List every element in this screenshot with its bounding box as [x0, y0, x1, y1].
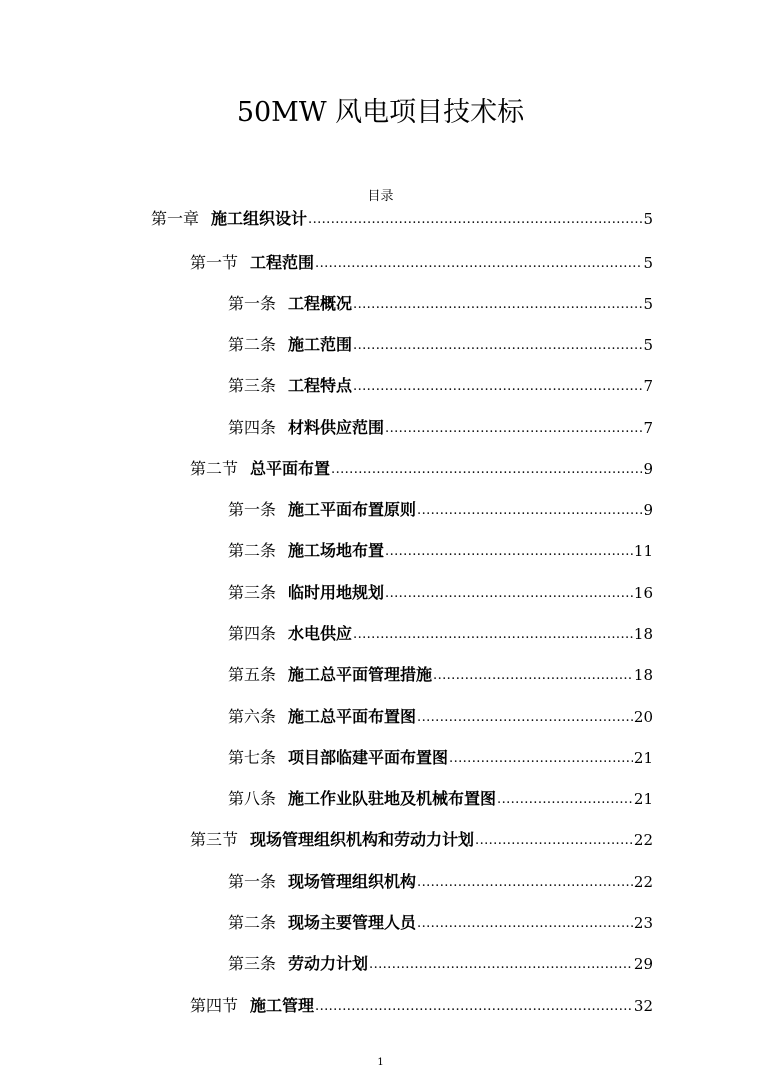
- toc-entry-page: 18: [633, 625, 653, 643]
- toc-entry[interactable]: [228, 745, 653, 769]
- toc-entry-title: 施工总平面布置图: [288, 707, 417, 726]
- dot-leader: [417, 708, 633, 728]
- toc-entry[interactable]: [151, 206, 653, 230]
- toc-entry-title: 工程概况: [288, 294, 353, 313]
- toc-entry-number: 第五条: [228, 665, 277, 684]
- toc-entry-title: 工程范围: [250, 253, 315, 272]
- dot-leader: [331, 460, 642, 480]
- toc-entry-page: 11: [633, 542, 653, 560]
- dot-leader: [353, 377, 642, 397]
- toc-entry-page: 20: [633, 708, 653, 726]
- dot-leader: [353, 625, 633, 645]
- toc-entry-page: 22: [633, 831, 653, 849]
- toc-entry-number: 第一条: [228, 500, 277, 519]
- toc-entry[interactable]: [228, 373, 653, 397]
- toc-entry[interactable]: [228, 538, 653, 562]
- toc-entry[interactable]: [228, 786, 653, 810]
- toc-entry-number: 第八条: [228, 789, 277, 808]
- toc-entry[interactable]: [228, 704, 653, 728]
- toc-entry-number: 第二条: [228, 335, 277, 354]
- page-number: 1: [377, 1057, 384, 1068]
- toc-entry-number: 第六条: [228, 707, 277, 726]
- toc-entry-number: 第三条: [228, 583, 277, 602]
- dot-leader: [385, 419, 642, 439]
- toc-entry[interactable]: [228, 415, 653, 439]
- dot-leader: [417, 501, 642, 521]
- toc-entry-number: 第三条: [228, 376, 277, 395]
- toc-entry-number: 第一节: [190, 253, 239, 272]
- toc-entry-page: 16: [633, 584, 653, 602]
- toc-entry-title: 施工总平面管理措施: [288, 665, 433, 684]
- toc-entry[interactable]: [228, 662, 653, 686]
- toc-entry[interactable]: [228, 291, 653, 315]
- toc-entry-number: 第二条: [228, 541, 277, 560]
- dot-leader: [475, 831, 633, 851]
- toc-entry-title: 总平面布置: [250, 459, 331, 478]
- toc-entry-title: 现场主要管理人员: [288, 913, 417, 932]
- toc-entry-title: 项目部临建平面布置图: [288, 748, 449, 767]
- toc-entry-number: 第四节: [190, 996, 239, 1015]
- toc-entry-page: 29: [633, 955, 653, 973]
- toc-entry[interactable]: [228, 951, 653, 975]
- toc-entry[interactable]: [190, 993, 653, 1017]
- toc-entry-page: 18: [633, 666, 653, 684]
- dot-leader: [369, 955, 633, 975]
- toc-entry-title: 施工管理: [250, 996, 315, 1015]
- toc-entry-page: 5: [643, 295, 653, 313]
- toc-entry[interactable]: [228, 621, 653, 645]
- toc-entry-number: 第七条: [228, 748, 277, 767]
- toc-entry[interactable]: [190, 250, 653, 274]
- toc-entry-number: 第三条: [228, 954, 277, 973]
- toc-entry-page: 5: [643, 336, 653, 354]
- toc-entry-title: 工程特点: [288, 376, 353, 395]
- toc-entry-page: 21: [633, 749, 653, 767]
- toc-entry[interactable]: [190, 827, 653, 851]
- toc-entry-title: 水电供应: [288, 624, 353, 643]
- toc-entry-page: 7: [643, 377, 653, 395]
- toc-entry-title: 施工场地布置: [288, 541, 385, 560]
- toc-entry-title: 施工范围: [288, 335, 353, 354]
- dot-leader: [308, 210, 642, 230]
- toc-entry-number: 第四条: [228, 624, 277, 643]
- toc-entry-page: 32: [633, 997, 653, 1015]
- toc-entry-number: 第一条: [228, 294, 277, 313]
- toc-entry-number: 第四条: [228, 418, 277, 437]
- dot-leader: [315, 254, 642, 274]
- toc-entry-title: 施工组织设计: [211, 209, 308, 228]
- toc-entry-title: 施工平面布置原则: [288, 500, 417, 519]
- toc-entry-title: 施工作业队驻地及机械布置图: [288, 789, 497, 808]
- dot-leader: [417, 914, 633, 934]
- toc-entry-page: 22: [633, 873, 653, 891]
- toc-entry-page: 5: [643, 254, 653, 272]
- dot-leader: [417, 873, 633, 893]
- toc-entry-number: 第一章: [151, 209, 200, 228]
- toc-entry-title: 现场管理组织机构和劳动力计划: [250, 830, 475, 849]
- toc-entry-number: 第三节: [190, 830, 239, 849]
- toc-entry-number: 第二节: [190, 459, 239, 478]
- toc-heading: 目录: [367, 189, 394, 204]
- dot-leader: [385, 542, 633, 562]
- toc-entry[interactable]: [228, 580, 653, 604]
- toc-entry-title: 劳动力计划: [288, 954, 369, 973]
- dot-leader: [385, 584, 633, 604]
- dot-leader: [449, 749, 633, 769]
- toc-entry-title: 材料供应范围: [288, 418, 385, 437]
- toc-entry-page: 7: [643, 419, 653, 437]
- toc-entry[interactable]: [228, 497, 653, 521]
- toc-entry-page: 23: [633, 914, 653, 932]
- toc-entry-page: 5: [643, 210, 653, 228]
- toc-entry-number: 第一条: [228, 872, 277, 891]
- toc-entry-page: 9: [643, 460, 653, 478]
- toc-entry-page: 9: [643, 501, 653, 519]
- dot-leader: [353, 336, 642, 356]
- toc-entry[interactable]: [228, 332, 653, 356]
- toc-entry-number: 第二条: [228, 913, 277, 932]
- dot-leader: [315, 997, 633, 1017]
- dot-leader: [353, 295, 642, 315]
- toc-entry-title: 现场管理组织机构: [288, 872, 417, 891]
- toc-entry-title: 临时用地规划: [288, 583, 385, 602]
- dot-leader: [433, 666, 633, 686]
- document-title: 50MW 风电项目技术标: [236, 97, 525, 128]
- toc-entry[interactable]: [228, 910, 653, 934]
- toc-entry[interactable]: [190, 456, 653, 480]
- toc-entry[interactable]: [228, 869, 653, 893]
- toc-entry-page: 21: [633, 790, 653, 808]
- dot-leader: [497, 790, 633, 810]
